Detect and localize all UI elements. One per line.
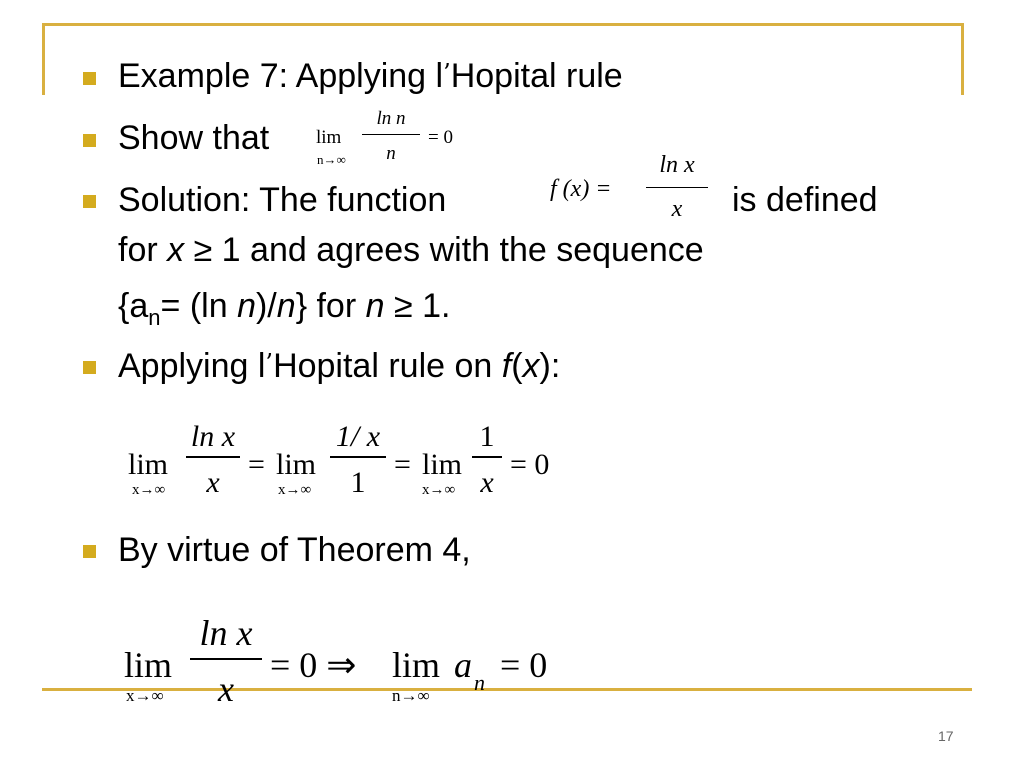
variable-x: x (522, 347, 540, 385)
fraction-numerator: 1 (479, 420, 495, 453)
function-definition (550, 150, 720, 232)
text-segment: ): (539, 347, 561, 385)
text-segment: {a (118, 287, 149, 325)
left-corner-rule (42, 23, 45, 95)
example-heading-apostrophe: ’ (443, 59, 451, 87)
example-heading-post: Hopital rule (450, 57, 623, 95)
right-corner-rule (961, 23, 964, 95)
fraction-numerator: ln x (190, 420, 236, 453)
fraction (186, 420, 240, 500)
variable-n: n (276, 287, 296, 325)
applying-hopital-text (118, 346, 560, 389)
apostrophe: ’ (265, 349, 274, 377)
text-segment: ≥ 1. (384, 287, 451, 325)
conclusion-formula (124, 612, 584, 722)
limit-operator: lim (422, 448, 463, 481)
fraction-numerator: ln x (199, 613, 253, 653)
fraction-denominator: 1 (350, 466, 366, 499)
text-segment: Hopital rule on (273, 347, 502, 385)
equals-zero: = 0 (428, 127, 453, 148)
fraction-denominator: x (480, 466, 494, 499)
text-segment: = (ln (160, 287, 238, 325)
equals-zero: = 0 (510, 448, 550, 481)
solution-line-1-tail (732, 180, 878, 220)
fraction-bar (330, 456, 386, 458)
text-segment: for (118, 231, 168, 269)
equals-sign: = (394, 448, 411, 481)
variable-f: f (501, 347, 512, 385)
solution-line-1 (118, 180, 446, 220)
fraction-bar (190, 658, 262, 660)
bullet-marker (83, 72, 96, 85)
fraction-denominator: x (671, 196, 683, 222)
top-rule (42, 23, 964, 26)
variable-x: x (167, 231, 185, 269)
page-number: 17 (938, 728, 954, 744)
show-that-text (118, 118, 269, 158)
equals-zero: = 0 (500, 645, 548, 685)
theorem-text (118, 530, 471, 570)
fraction (472, 420, 502, 500)
limit-subscript: x→∞ (278, 482, 312, 498)
example-heading-pre: Example 7: Applying l (118, 57, 444, 95)
fraction (362, 108, 420, 165)
limit-subscript: x→∞ (126, 686, 164, 705)
solution-pre: Solution: The function (118, 181, 447, 219)
fraction (190, 612, 262, 710)
show-that-label: Show that (118, 119, 270, 157)
solution-post: is defined (732, 181, 878, 219)
fraction-numerator: ln n (376, 108, 406, 129)
fraction-numerator: ln x (659, 152, 695, 178)
fraction-bar (472, 456, 502, 458)
sequence-a: a (454, 645, 472, 685)
limit-operator: lim (124, 645, 173, 685)
limit-subscript: n→∞ (392, 686, 430, 705)
fraction (330, 420, 386, 500)
fraction-denominator: n (386, 143, 396, 164)
text-segment: ( (511, 347, 523, 385)
equals-zero-implies: = 0 ⇒ (270, 645, 357, 685)
fraction-bar (186, 456, 240, 458)
show-that-formula (316, 108, 476, 172)
bullet-marker (83, 545, 96, 558)
limit-operator: lim (128, 448, 169, 481)
limit-subscript: x→∞ (132, 482, 166, 498)
fraction-denominator: x (206, 466, 220, 499)
solution-line-3 (118, 286, 450, 330)
sequence-subscript-n: n (474, 670, 485, 695)
variable-n: n (237, 287, 256, 325)
fraction-bar (646, 187, 708, 188)
limit-operator: lim (392, 645, 441, 685)
function-lhs: f (x) = (550, 176, 612, 202)
fraction (646, 152, 708, 223)
bullet-marker (83, 134, 96, 147)
limit-operator: lim (316, 127, 342, 148)
limit-subscript: x→∞ (422, 482, 456, 498)
text-segment: )/ (255, 287, 277, 325)
bullet-marker (83, 361, 96, 374)
limit-subscript: n→∞ (317, 152, 346, 167)
bullet-marker (83, 195, 96, 208)
fraction-denominator: x (218, 669, 234, 709)
fraction-numerator: 1/ x (335, 420, 381, 453)
limit-operator: lim (276, 448, 317, 481)
fraction-bar (362, 134, 420, 135)
text-segment: ≥ 1 and agrees with the sequence (184, 231, 704, 269)
variable-n: n (365, 287, 385, 325)
hopital-formula (128, 420, 568, 520)
theorem-label: By virtue of Theorem 4, (118, 531, 471, 569)
solution-line-2 (118, 230, 704, 270)
equals-sign: = (248, 448, 265, 481)
example-heading (118, 56, 623, 99)
text-segment: Applying l (118, 347, 266, 385)
subscript-n: n (148, 305, 161, 330)
text-segment: } for (295, 287, 366, 325)
